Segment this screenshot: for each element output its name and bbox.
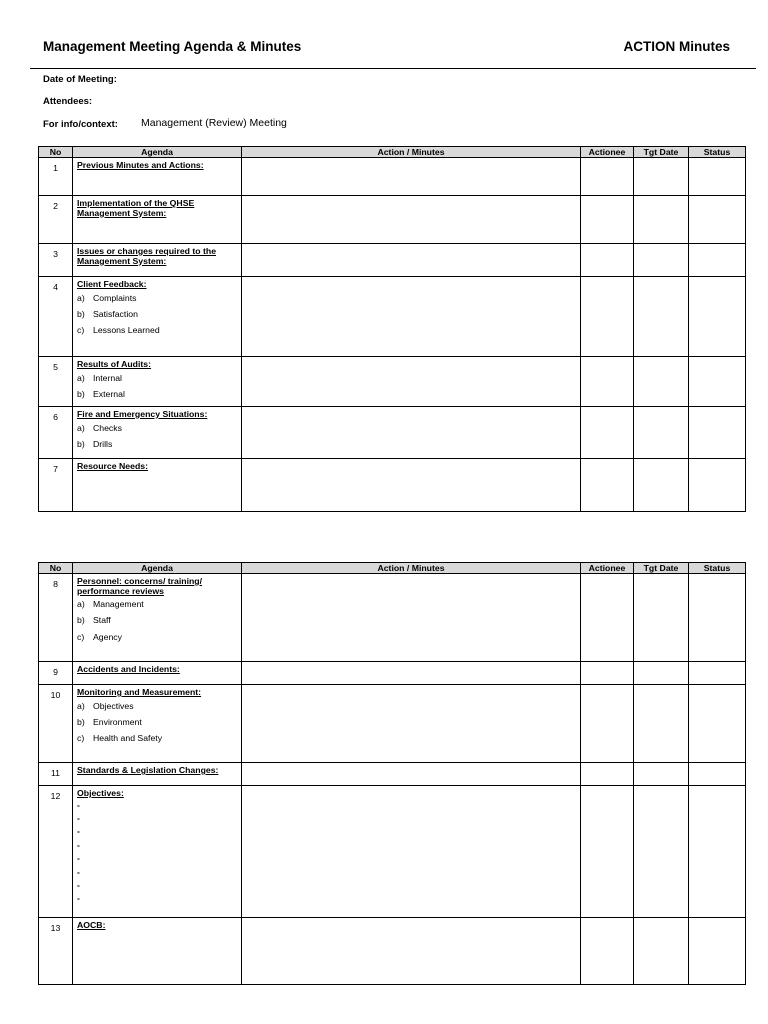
table-row xyxy=(39,196,746,244)
col-no-header: No xyxy=(39,147,73,158)
actionee-cell[interactable] xyxy=(581,244,634,277)
status-cell[interactable] xyxy=(689,277,746,357)
agenda-title: Results of Audits: xyxy=(77,359,152,369)
actionee-cell[interactable] xyxy=(581,786,634,918)
objective-bullet: - xyxy=(77,799,80,810)
item-number: 10 xyxy=(39,685,73,763)
agenda-title: Previous Minutes and Actions: xyxy=(77,160,204,170)
status-cell[interactable] xyxy=(689,459,746,512)
agenda-title: Resource Needs: xyxy=(77,461,148,471)
status-cell[interactable] xyxy=(689,574,746,662)
col-agenda-header: Agenda xyxy=(73,147,242,158)
agenda-subitem: a) Complaints xyxy=(77,292,137,303)
action-minutes-cell[interactable] xyxy=(242,459,581,512)
tgt-date-cell[interactable] xyxy=(634,574,689,662)
col-status-header: Status xyxy=(689,563,746,574)
agenda-cell xyxy=(73,459,242,512)
item-number: 3 xyxy=(39,244,73,277)
col-action-header: Action / Minutes xyxy=(242,563,581,574)
objective-bullet: - xyxy=(77,893,80,904)
tgt-date-cell[interactable] xyxy=(634,786,689,918)
attendees-label: Attendees: xyxy=(43,96,93,107)
actionee-cell[interactable] xyxy=(581,407,634,459)
agenda-title: Monitoring and Measurement: xyxy=(77,687,202,697)
actionee-cell[interactable] xyxy=(581,685,634,763)
agenda-subitem: a) Checks xyxy=(77,422,122,433)
agenda-cell xyxy=(73,158,242,196)
tgt-date-cell[interactable] xyxy=(634,662,689,685)
action-minutes-cell[interactable] xyxy=(242,918,581,985)
agenda-cell xyxy=(73,357,242,407)
agenda-title: Client Feedback: xyxy=(77,279,147,289)
agenda-cell xyxy=(73,196,242,244)
date-of-meeting-label: Date of Meeting: xyxy=(43,74,117,85)
actionee-cell[interactable] xyxy=(581,763,634,786)
tgt-date-cell[interactable] xyxy=(634,244,689,277)
item-number: 7 xyxy=(39,459,73,512)
col-actionee-header: Actionee xyxy=(581,563,634,574)
status-cell[interactable] xyxy=(689,407,746,459)
col-no-header: No xyxy=(39,563,73,574)
actionee-cell[interactable] xyxy=(581,918,634,985)
agenda-cell xyxy=(73,662,242,685)
action-minutes-cell[interactable] xyxy=(242,786,581,918)
status-cell[interactable] xyxy=(689,357,746,407)
action-minutes-cell[interactable] xyxy=(242,196,581,244)
item-number: 8 xyxy=(39,574,73,662)
agenda-cell xyxy=(73,786,242,918)
item-number: 6 xyxy=(39,407,73,459)
item-number: 4 xyxy=(39,277,73,357)
agenda-subitem: b) External xyxy=(77,388,125,399)
agenda-title: Fire and Emergency Situations: xyxy=(77,409,208,419)
table-header-row xyxy=(39,147,746,158)
agenda-title: Standards & Legislation Changes: xyxy=(77,765,219,775)
actionee-cell[interactable] xyxy=(581,459,634,512)
agenda-table-1 xyxy=(38,146,746,512)
table-row xyxy=(39,685,746,763)
objective-bullet: - xyxy=(77,812,80,823)
document-title: Management Meeting Agenda & Minutes xyxy=(43,39,302,54)
action-minutes-cell[interactable] xyxy=(242,662,581,685)
agenda-cell xyxy=(73,407,242,459)
item-number: 5 xyxy=(39,357,73,407)
agenda-subitem: b) Staff xyxy=(77,615,111,626)
info-context-label: For info/context: xyxy=(43,119,118,130)
agenda-title: Objectives: xyxy=(77,788,124,798)
tgt-date-cell[interactable] xyxy=(634,158,689,196)
tgt-date-cell[interactable] xyxy=(634,407,689,459)
agenda-subitem: c) Agency xyxy=(77,631,122,642)
table-header-row xyxy=(39,563,746,574)
col-actionee-header: Actionee xyxy=(581,147,634,158)
table-row xyxy=(39,786,746,918)
document-header xyxy=(0,0,768,70)
item-number: 1 xyxy=(39,158,73,196)
action-minutes-cell[interactable] xyxy=(242,685,581,763)
action-minutes-cell[interactable] xyxy=(242,158,581,196)
tgt-date-cell[interactable] xyxy=(634,196,689,244)
agenda-subitem: b) Satisfaction xyxy=(77,308,138,319)
table-row xyxy=(39,918,746,985)
item-number: 11 xyxy=(39,763,73,786)
col-action-header: Action / Minutes xyxy=(242,147,581,158)
agenda-subitem: c) Lessons Learned xyxy=(77,325,160,336)
objective-bullet: - xyxy=(77,826,80,837)
document-subtitle: ACTION Minutes xyxy=(623,39,730,54)
item-number: 9 xyxy=(39,662,73,685)
agenda-title: Accidents and Incidents: xyxy=(77,664,180,674)
action-minutes-cell[interactable] xyxy=(242,277,581,357)
agenda-table-2 xyxy=(38,562,746,985)
agenda-title: AOCB: xyxy=(77,920,106,930)
agenda-subitem: b) Environment xyxy=(77,716,142,727)
status-cell[interactable] xyxy=(689,763,746,786)
status-cell[interactable] xyxy=(689,244,746,277)
col-status-header: Status xyxy=(689,147,746,158)
status-cell[interactable] xyxy=(689,158,746,196)
tgt-date-cell[interactable] xyxy=(634,763,689,786)
agenda-title: Implementation of the QHSE Management System: xyxy=(77,198,195,218)
agenda-cell xyxy=(73,685,242,763)
table-row xyxy=(39,244,746,277)
table-row xyxy=(39,277,746,357)
action-minutes-cell[interactable] xyxy=(242,407,581,459)
actionee-cell[interactable] xyxy=(581,196,634,244)
actionee-cell[interactable] xyxy=(581,158,634,196)
agenda-subitem: a) Objectives xyxy=(77,700,134,711)
action-minutes-cell[interactable] xyxy=(242,763,581,786)
tgt-date-cell[interactable] xyxy=(634,459,689,512)
table-row xyxy=(39,158,746,196)
table-row xyxy=(39,407,746,459)
status-cell[interactable] xyxy=(689,685,746,763)
table-row xyxy=(39,763,746,786)
header-divider xyxy=(30,68,756,69)
agenda-title: Issues or changes required to the Management System: xyxy=(77,246,217,266)
objective-bullet: - xyxy=(77,853,80,864)
agenda-cell xyxy=(73,244,242,277)
objective-bullet: - xyxy=(77,866,80,877)
action-minutes-cell[interactable] xyxy=(242,357,581,407)
agenda-cell xyxy=(73,277,242,357)
agenda-cell xyxy=(73,763,242,786)
tgt-date-cell[interactable] xyxy=(634,685,689,763)
item-number: 13 xyxy=(39,918,73,985)
col-tgt-date-header: Tgt Date xyxy=(634,147,689,158)
objective-bullet: - xyxy=(77,879,80,890)
status-cell[interactable] xyxy=(689,662,746,685)
col-tgt-date-header: Tgt Date xyxy=(634,563,689,574)
table-row xyxy=(39,459,746,512)
col-agenda-header: Agenda xyxy=(73,563,242,574)
item-number: 2 xyxy=(39,196,73,244)
actionee-cell[interactable] xyxy=(581,357,634,407)
table-row xyxy=(39,574,746,662)
agenda-cell xyxy=(73,574,242,662)
table-row xyxy=(39,357,746,407)
actionee-cell[interactable] xyxy=(581,662,634,685)
action-minutes-cell[interactable] xyxy=(242,244,581,277)
agenda-subitem: c) Health and Safety xyxy=(77,733,163,744)
status-cell[interactable] xyxy=(689,918,746,985)
agenda-subitem: a) Internal xyxy=(77,372,122,383)
agenda-subitem: b) Drills xyxy=(77,438,113,449)
objective-bullet: - xyxy=(77,839,80,850)
item-number: 12 xyxy=(39,786,73,918)
tgt-date-cell[interactable] xyxy=(634,918,689,985)
info-context-value: Management (Review) Meeting xyxy=(141,117,287,129)
actionee-cell[interactable] xyxy=(581,277,634,357)
agenda-subitem: a) Management xyxy=(77,599,144,609)
action-minutes-cell[interactable] xyxy=(242,574,581,662)
agenda-cell xyxy=(73,918,242,985)
status-cell[interactable] xyxy=(689,786,746,918)
table-row xyxy=(39,662,746,685)
actionee-cell[interactable] xyxy=(581,574,634,662)
tgt-date-cell[interactable] xyxy=(634,357,689,407)
status-cell[interactable] xyxy=(689,196,746,244)
agenda-title: Personnel: concerns/ training/ performance reviews xyxy=(77,576,203,596)
tgt-date-cell[interactable] xyxy=(634,277,689,357)
